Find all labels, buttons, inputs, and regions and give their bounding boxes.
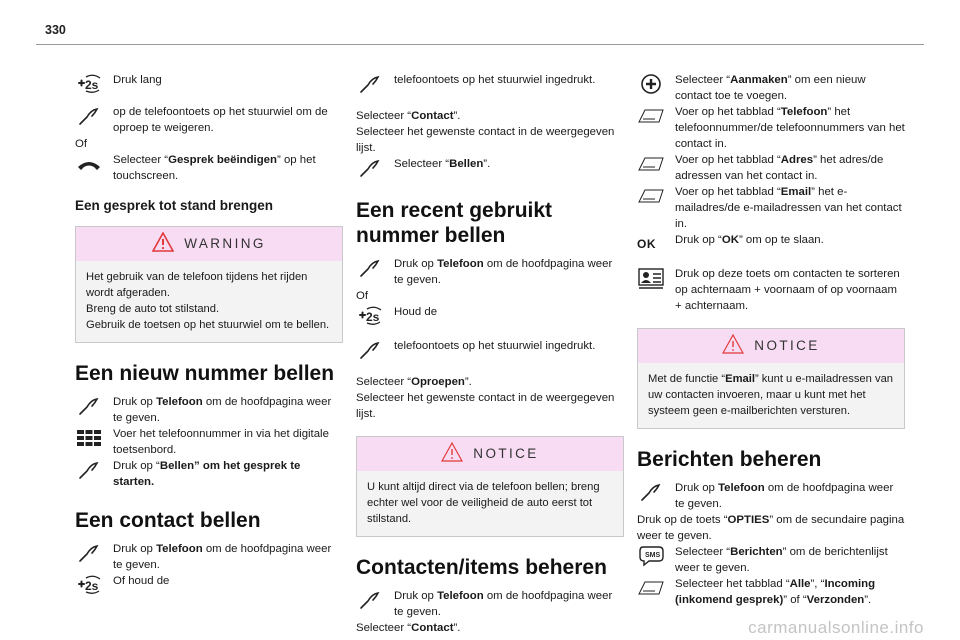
opties-text: Druk op de toets “OPTIES” om de secundaire pagina weer te geven. xyxy=(637,514,905,542)
hold-2s-icon xyxy=(356,305,384,327)
finger-press-icon xyxy=(75,542,103,564)
watermark: carmanualsonline.info xyxy=(748,618,924,637)
notice-box xyxy=(356,436,624,537)
page-number: 330 xyxy=(45,23,66,37)
heading-berichten-beheren: Berichten beheren xyxy=(637,448,822,471)
step-weigeren: op de telefoontoets op het stuurwiel om de oproep te weigeren. xyxy=(75,104,343,136)
step-ok: OK Druk op “OK” om op te slaan. xyxy=(637,232,905,256)
step-cont-telefoon: Druk op Telefoon om de hoofdpagina weer te geven. xyxy=(356,588,624,620)
step-recent-telefoon: Druk op Telefoon om de hoofdpagina weer te geven. xyxy=(356,256,624,288)
step-tab-adres: Voer op het tabblad “Adres” het adres/de adressen van het contact in. xyxy=(637,152,905,184)
section-title: Een gesprek tot stand brengen xyxy=(75,198,274,213)
notice-body-2: Met de functie “Email” kunt u e-mailadressen van uw contacten invoeren, maar u kunt met het systeem geen e-mailberichten versturen. xyxy=(648,373,894,417)
step-gesprek-beeindigen: Selecteer “Gesprek beëindigen” op het touchscreen. xyxy=(75,152,343,184)
finger-press-icon xyxy=(356,73,384,95)
notice-header xyxy=(357,437,623,471)
finger-press-icon xyxy=(75,395,103,417)
step-tabblad-alle: Selecteer het tabblad “Alle”, “Incoming (inkomend gesprek)” of “Verzonden”. xyxy=(637,576,905,608)
heading-recent-nummer: Een recent gebruikt nummer bellen xyxy=(356,199,553,247)
column-1 xyxy=(75,72,343,597)
select-contact-text: Selecteer “Contact”. xyxy=(356,110,461,122)
finger-press-icon xyxy=(356,339,384,361)
finger-press-icon xyxy=(75,459,103,481)
step-contact-telefoon: Druk op Telefoon om de hoofdpagina weer te geven. xyxy=(75,541,343,573)
select-oproepen-text: Selecteer “Oproepen”. xyxy=(356,376,472,388)
notice-title-2: NOTICE xyxy=(754,338,820,353)
column-2 xyxy=(356,72,624,636)
notice-box-2 xyxy=(637,328,905,429)
input-field-icon xyxy=(637,153,665,175)
column-3 xyxy=(637,72,905,608)
finger-press-icon xyxy=(356,589,384,611)
select-gewenste-text: Selecteer het gewenste contact in de weergegeven lijst. xyxy=(356,126,615,154)
warning-box xyxy=(75,226,343,343)
select-gewenste-text-2: Selecteer het gewenste contact in de weergegeven lijst. xyxy=(356,392,615,420)
select-contact-text-2: Selecteer “Contact”. xyxy=(356,622,461,634)
finger-press-icon xyxy=(356,257,384,279)
keypad-icon xyxy=(75,427,103,449)
add-circle-icon xyxy=(637,73,665,95)
notice-triangle-icon xyxy=(722,334,744,359)
step-houd-de: Of houd de xyxy=(75,573,343,597)
step-aanmaken: Selecteer “Aanmaken” om een nieuw contact toe te voegen. xyxy=(637,72,905,104)
warning-title: WARNING xyxy=(184,236,266,251)
input-field-icon xyxy=(637,105,665,127)
hold-2s-icon xyxy=(75,574,103,596)
step-druk-lang: Druk lang xyxy=(75,72,343,96)
heading-contact-bellen: Een contact bellen xyxy=(75,509,261,532)
hang-up-icon xyxy=(75,153,103,175)
finger-press-icon xyxy=(637,481,665,503)
step-bellen: Selecteer “Bellen”. xyxy=(356,156,624,180)
step-sorteren: Druk op deze toets om contacten te sorteren op achternaam + voornaam of op voornaam + achternaam. xyxy=(637,266,905,314)
heading-contacten-beheren: Contacten/items beheren xyxy=(356,556,607,579)
input-field-icon xyxy=(637,577,665,599)
header-rule xyxy=(36,44,924,45)
of-label: Of xyxy=(75,138,88,150)
input-field-icon xyxy=(637,185,665,207)
step-tab-email: Voer op het tabblad “Email” het e-mailadres/de e-mailadressen van het contact in. xyxy=(637,184,905,232)
step-berichten: SMS Selecteer “Berichten” om de berichtenlijst weer te geven. xyxy=(637,544,905,576)
of-label: Of xyxy=(356,290,369,302)
svg-text:SMS: SMS xyxy=(645,552,661,559)
notice-triangle-icon xyxy=(441,442,463,467)
step-telefoon: Druk op Telefoon om de hoofdpagina weer te geven. xyxy=(75,394,343,426)
step-ingedrukt: telefoontoets op het stuurwiel ingedrukt. xyxy=(356,72,624,96)
step-ber-telefoon: Druk op Telefoon om de hoofdpagina weer te geven. xyxy=(637,480,905,512)
step-tab-telefoon: Voer op het tabblad “Telefoon” het telefoonnummer/de telefoonnummers van het contact in. xyxy=(637,104,905,152)
step-houd-de: Houd de xyxy=(356,304,624,328)
notice-body: U kunt altijd direct via de telefoon bellen; breng echter wel voor de veiligheid de auto eerst tot stilstand. xyxy=(367,481,600,525)
finger-press-icon xyxy=(356,157,384,179)
notice-title: NOTICE xyxy=(473,446,539,461)
step-toetsenbord: Voer het telefoonnummer in via het digitale toetsenbord. xyxy=(75,426,343,458)
warning-header xyxy=(76,227,342,261)
hold-2s-icon xyxy=(75,73,103,95)
sort-contacts-icon xyxy=(637,267,665,289)
finger-press-icon xyxy=(75,105,103,127)
warning-triangle-icon xyxy=(152,232,174,257)
step-bellen-starten: Druk op “Bellen” om het gesprek te starten. xyxy=(75,458,343,490)
step-ingedrukt-2: telefoontoets op het stuurwiel ingedrukt. xyxy=(356,338,624,362)
heading-nieuw-nummer: Een nieuw nummer bellen xyxy=(75,362,335,385)
ok-icon: OK xyxy=(637,237,656,251)
notice-header-2 xyxy=(638,329,904,363)
warning-body: Het gebruik van de telefoon tijdens het rijden wordt afgeraden. Breng de auto tot stilstand. Gebruik de toetsen op het stuurwiel om te bellen. xyxy=(86,271,330,331)
message-bubble-icon xyxy=(637,545,665,567)
